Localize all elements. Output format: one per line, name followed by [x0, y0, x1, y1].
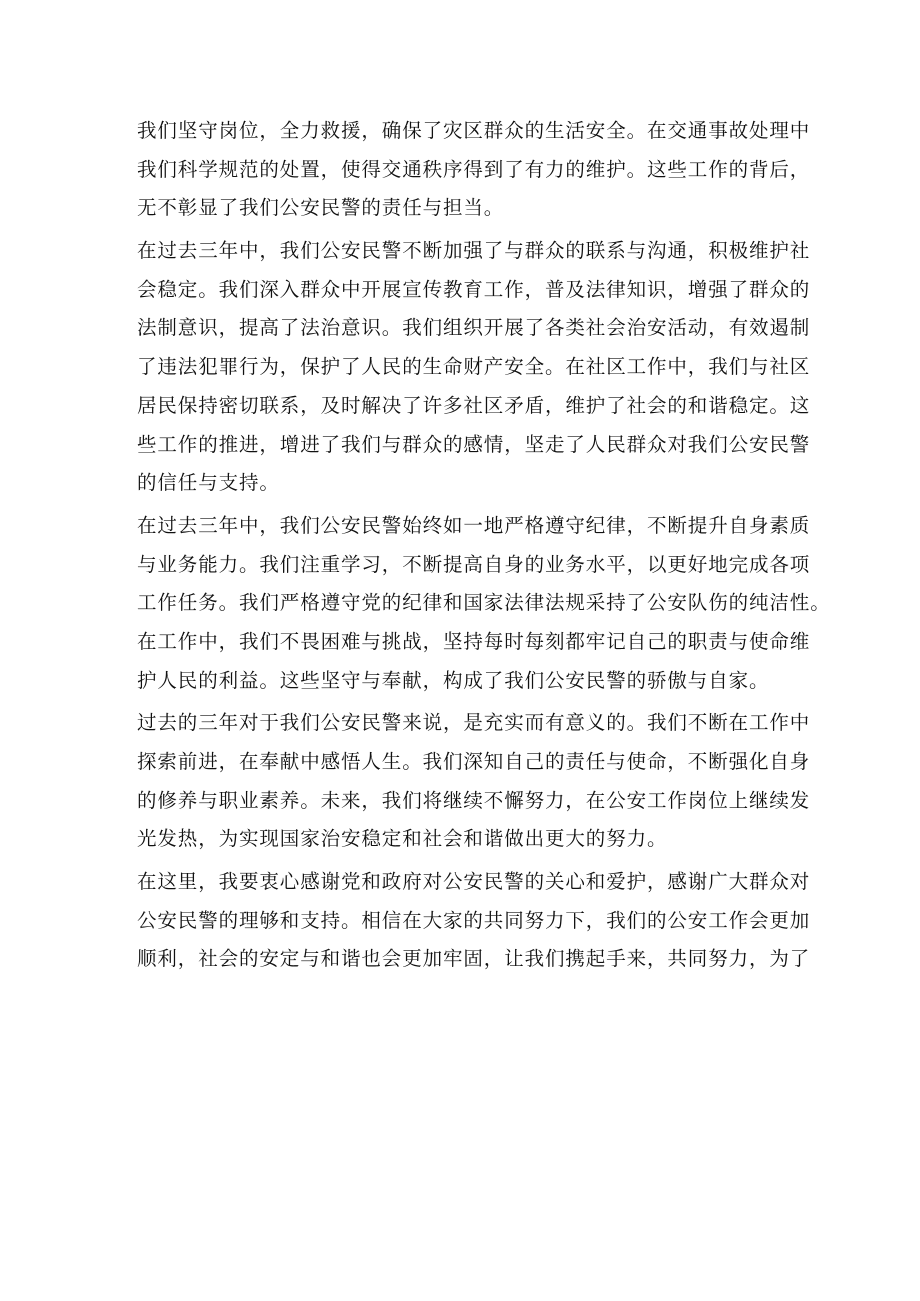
- text-line: 过去的三年对于我们公安民警来说，是充实而有意义的。我们不断在工作中: [137, 711, 811, 735]
- paragraph-3: [137, 507, 831, 700]
- text-line: 在工作中，我们不畏困难与挑战，坚持每时每刻都牢记自己的职责与使命维: [137, 629, 811, 653]
- paragraph-1: [137, 112, 811, 228]
- text-line: 我们坚守岗位，全力救援，确保了灾区群众的生活安全。在交通事故处理中: [137, 119, 811, 142]
- text-line: 些工作的推进，增进了我们与群众的感情，坚走了人民群众对我们公安民警: [137, 432, 811, 456]
- text-line: 无不彰显了我们公安民警的责任与担当。: [137, 196, 505, 220]
- text-line: 的修养与职业素养。未来，我们将继续不懈努力，在公安工作岗位上继续发: [137, 788, 811, 812]
- text-line: 护人民的利益。这些坚守与奉献，构成了我们公安民警的骄傲与自家。: [137, 668, 770, 692]
- text-line: 的信任与支持。: [137, 471, 280, 495]
- document-body: [137, 112, 831, 983]
- paragraph-4: [137, 704, 811, 859]
- text-line: 法制意识，提高了法治意识。我们组织开展了各类社会治安活动，有效遏制: [137, 316, 811, 340]
- text-line: 探索前进，在奉献中感悟人生。我们深知自己的责任与使命，不断强化自身: [137, 750, 811, 773]
- text-line: 光发热，为实现国家治安稳定和社会和谐做出更大的努力。: [137, 827, 668, 851]
- text-line: 在过去三年中，我们公安民警始终如一地严格遵守纪律，不断提升自身素质: [137, 513, 811, 537]
- text-line: 公安民警的理够和支持。相信在大家的共同努力下，我们的公安工作会更加: [137, 908, 811, 932]
- text-line: 我们科学规范的处置，使得交通秩序得到了有力的维护。这些工作的背后，: [137, 157, 811, 181]
- text-line: 与业务能力。我们注重学习，不断提高自身的业务水平，以更好地完成各项: [137, 552, 811, 576]
- text-line: 居民保持密切联系，及时解决了许多社区矛盾，维护了社会的和谐稳定。这: [137, 393, 811, 417]
- text-line: 了违法犯罪行为，保护了人民的生命财产安全。在社区工作中，我们与社区: [137, 355, 811, 379]
- paragraph-5: [137, 863, 811, 979]
- text-line: 顺利，社会的安定与和谐也会更加牢固，让我们携起手来，共同努力，为了: [137, 947, 811, 971]
- text-line: 工作任务。我们严格遵守党的纪律和国家法律法规采持了公安队伤的纯洁性。: [137, 591, 831, 615]
- text-line: 在这里，我要衷心感谢党和政府对公安民警的关心和爱护，感谢广大群众对: [137, 870, 811, 894]
- text-line: 会稳定。我们深入群众中开展宣传教育工作，普及法律知识，增强了群众的: [137, 277, 811, 301]
- paragraph-2: [137, 232, 811, 503]
- text-line: 在过去三年中，我们公安民警不断加强了与群众的联系与沟通，积极维护社: [137, 239, 811, 263]
